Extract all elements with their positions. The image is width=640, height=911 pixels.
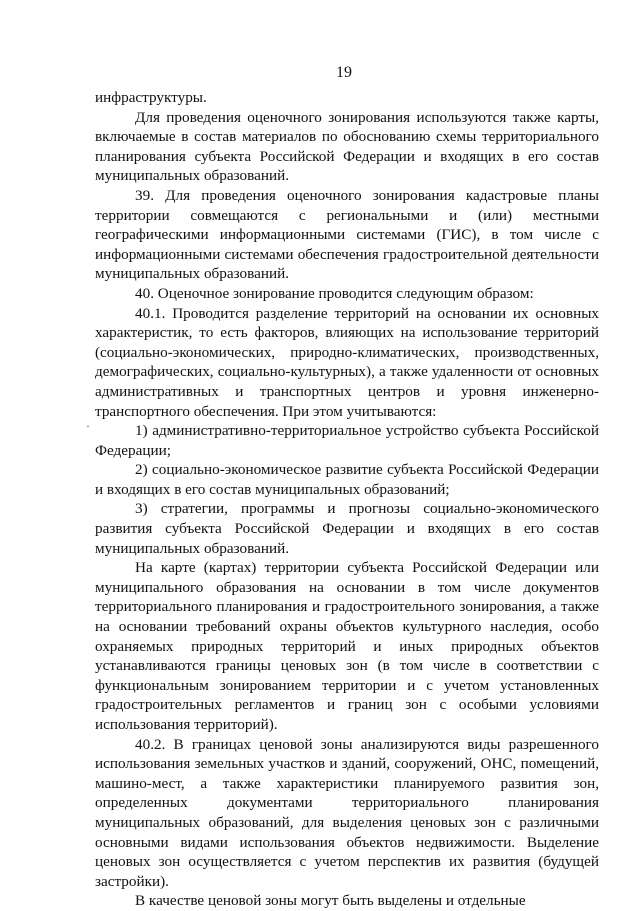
list-item-3: 3) стратегии, программы и прогнозы социально-экономического развития субъекта Российской Федерации и входящих в его состав муниципальных образований. xyxy=(95,500,599,557)
paragraph-40: 40. Оценочное зонирование проводится следующим образом: xyxy=(135,284,534,302)
paragraph-40-2: 40.2. В границах ценовой зоны анализируются виды разрешенного использования земельных участков и зданий, сооружений, ОНС, помещений, машино-мест, а также характеристики планируемого развития зон, определенных документами территориального планирования муниципальных образований, для выделения ценовых зон с различными основными видами использования объектов недвижимости. Выделение ценовых зон осуществляется с учетом перспектив их развития (будущей застройки). xyxy=(95,735,599,890)
list-item-1: 1) административно-территориальное устройство субъекта Российской Федерации; xyxy=(95,422,599,459)
paragraph-39: 39. Для проведения оценочного зонирования кадастровые планы территории совмещаются с региональными и (или) местными географическими информационными системами (ГИС), в том числе с информационными системами обеспечения градостроительной деятельности муниципальных образований. xyxy=(95,186,599,283)
paragraph-map-zones: На карте (картах) территории субъекта Российской Федерации или муниципального образования на основании в том числе документов территориального планирования и градостроительного зонирования, а также на основании требований охраны объектов культурного наследия, особо охраняемых природных территорий и иных природных объектов устанавливаются границы ценовых зон (в том числе в соответствии с функциональным зонированием территории и с учетом установленных градостроительных регламентов и границ зон с особыми условиями использования территорий). xyxy=(95,559,599,733)
margin-mark: · xyxy=(86,419,90,433)
paragraph-infrastructure: инфраструктуры. xyxy=(95,89,207,106)
list-item-2: 2) социально-экономическое развитие субъекта Российской Федерации и входящих в его состав муниципальных образований; xyxy=(95,461,599,498)
document-body xyxy=(95,88,599,911)
paragraph-maps: Для проведения оценочного зонирования используются также карты, включаемые в состав материалов по обоснованию схемы территориального планирования субъекта Российской Федерации и входящих в его состав муниципальных образований. xyxy=(95,108,599,185)
paragraph-price-zone: В качестве ценовой зоны могут быть выделены и отдельные xyxy=(135,892,526,910)
page-number: 19 xyxy=(336,64,352,81)
paragraph-40-1: 40.1. Проводится разделение территорий на основании их основных характеристик, то есть факторов, влияющих на использование территорий (социально-экономических, природно-климатических, производственных, демографических, социально-культурных), а также удаленности от основных административных и транспортных центров и уровня инженерно-транспортного обеспечения. При этом учитываются: xyxy=(95,304,599,420)
